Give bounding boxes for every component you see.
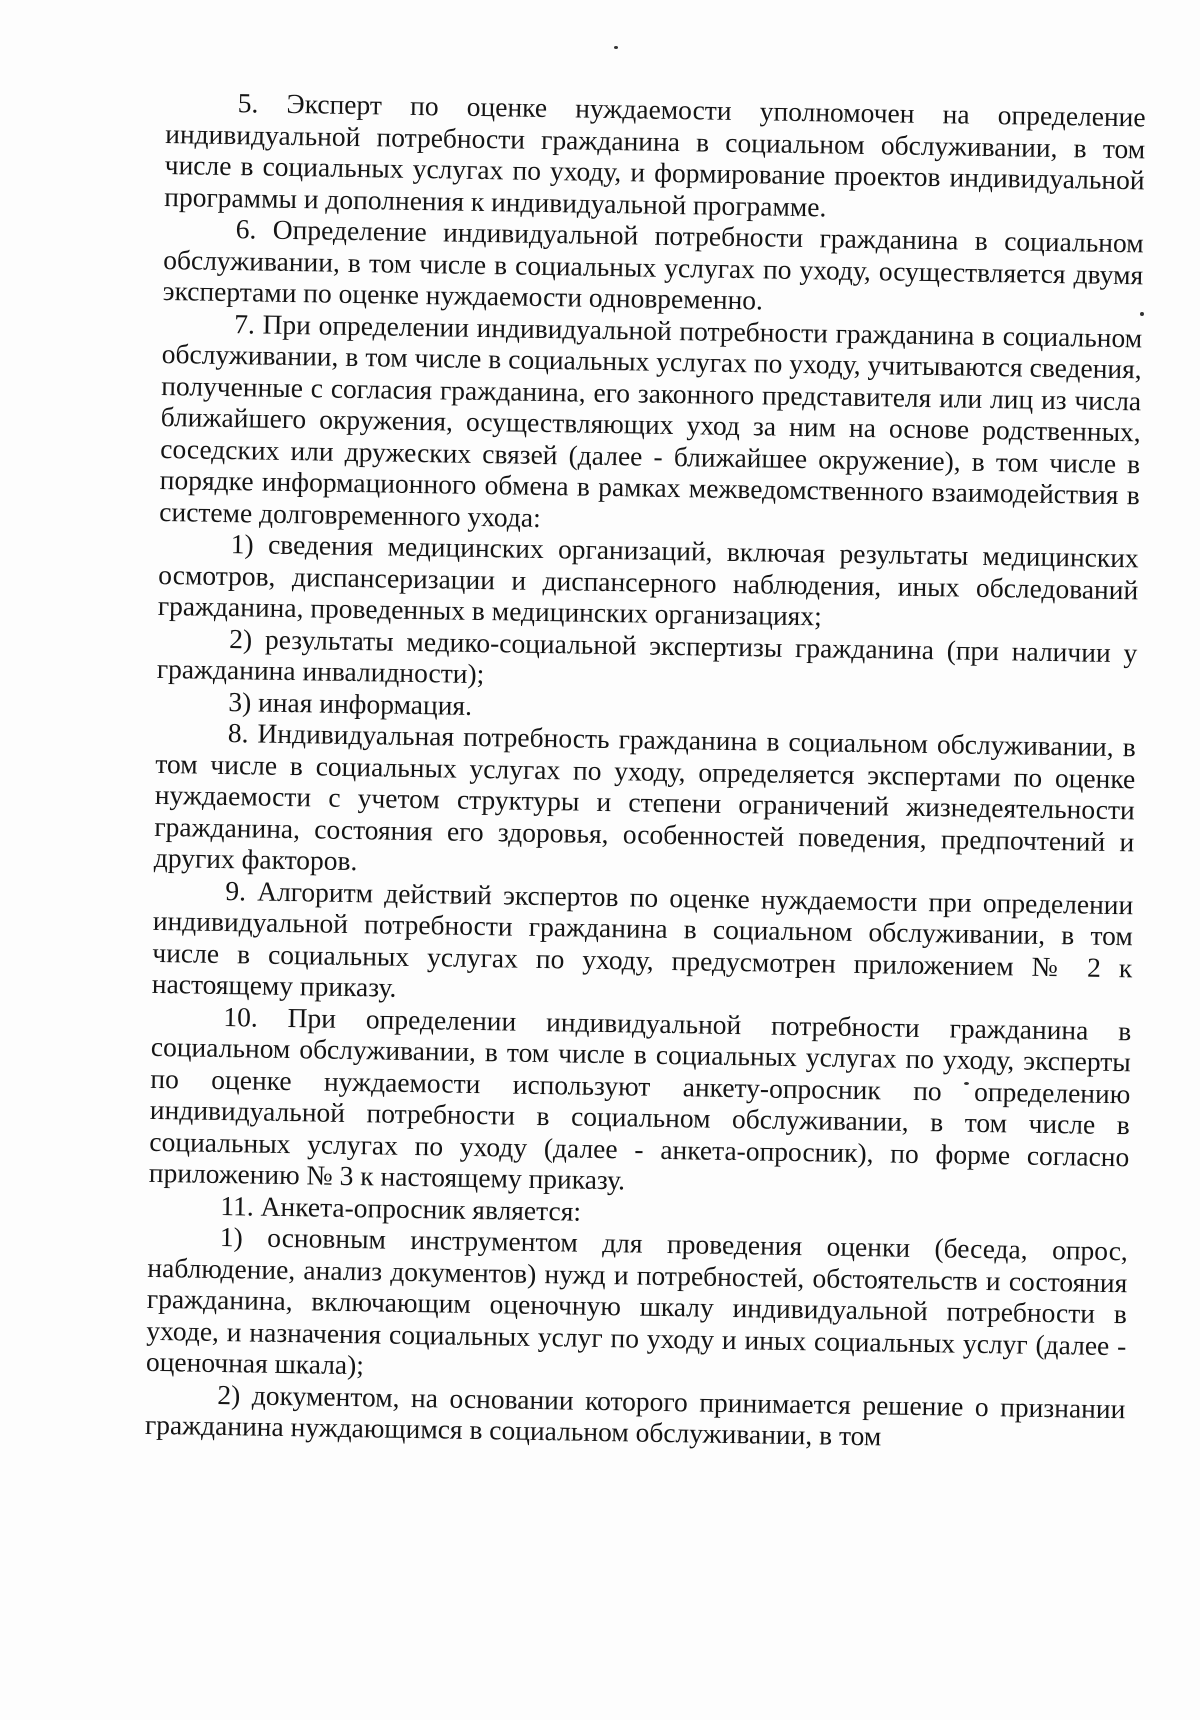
paragraph-5: 5. Эксперт по оценке нуждаемости уполномочен на определение индивидуальной потребности гражданина в социальном обслуживании, в том числе в социальных услугах по уходу, и формирование проектов индивидуальной программы и дополнения к индивидуальной программе. (164, 87, 1146, 222)
paragraph-7: 7. При определении индивидуальной потребности гражданина в социальном обслуживании, в том числе в социальных услугах по уходу, учитываются сведения, полученные с согласия гражданина, его законного представителя или лиц из числа ближайшего окружения, осуществляющих уход за ним на основе родственных, соседских или дружеских связей (далее - ближайшее окружение), в том числе в порядке информационного обмена в рамках межведомственного взаимодействия в системе долговременного ухода: (159, 307, 1143, 533)
paragraph-11-item-2: 2) документом, на основании которого принимается решение о признании гражданина нуждающимся в социальном обслуживании, в том (144, 1378, 1126, 1452)
paragraph-7-item-2: 2) результаты медико-социальной экспертизы гражданина (при наличии у гражданина инвалидности); (156, 622, 1138, 690)
document-body (145, 86, 1146, 1456)
paragraph-8: 8. Индивидуальная потребность гражданина в социальном обслуживании, в том числе в социальных услугах по уходу, определяется экспертами по оценке нуждаемости с учетом структуры и степени ограничений жизнедеятельности гражданина, состояния его здоровья, особенностей поведения, предпочтений и других факторов. (153, 717, 1136, 877)
paragraph-11: 11. Анкета-опросник является: (220, 1189, 582, 1227)
paragraph-10: 10. При определении индивидуальной потребности гражданина в социальном обслуживании, в том числе в социальных услугах по уходу, эксперты по оценке нуждаемости используют анкету-опросник по определению индивидуальной потребности в социальном обслуживании, в том числе в социальных услугах по уходу (далее - анкета-опросник), по форме согласно приложению № 3 к настоящему приказу. (148, 1000, 1132, 1196)
paragraph-7-item-3: 3) иная информация. (228, 685, 473, 721)
paragraph-9: 9. Алгоритм действий экспертов по оценке нуждаемости при определении индивидуальной потребности гражданина в социальном обслуживании, в том числе в социальных услугах по уходу, предусмотрен приложением № 2 к настоящему приказу. (151, 874, 1134, 1003)
paragraph-6: 6. Определение индивидуальной потребности гражданина в социальном обслуживании, в том числе в социальных услугах по уходу, осуществляется двумя экспертами по оценке нуждаемости одновременно. (162, 213, 1144, 316)
scan-speck (614, 46, 618, 49)
paragraph-7-item-1: 1) сведения медицинских организаций, включая результаты медицинских осмотров, диспансеризации и диспансерного наблюдения, иных обследований гражданина, проведенных в медицинских организациях; (157, 528, 1139, 632)
paragraph-11-item-1: 1) основным инструментом для проведения оценки (беседа, опрос, наблюдение, анализ документов) нужд и потребностей, обстоятельств и состояния гражданина, включающим оценочную шкалу индивидуальной потребности в уходе, и назначения социальных услуг по уходу и иных социальных услуг (далее - оценочная шкала); (145, 1220, 1129, 1381)
